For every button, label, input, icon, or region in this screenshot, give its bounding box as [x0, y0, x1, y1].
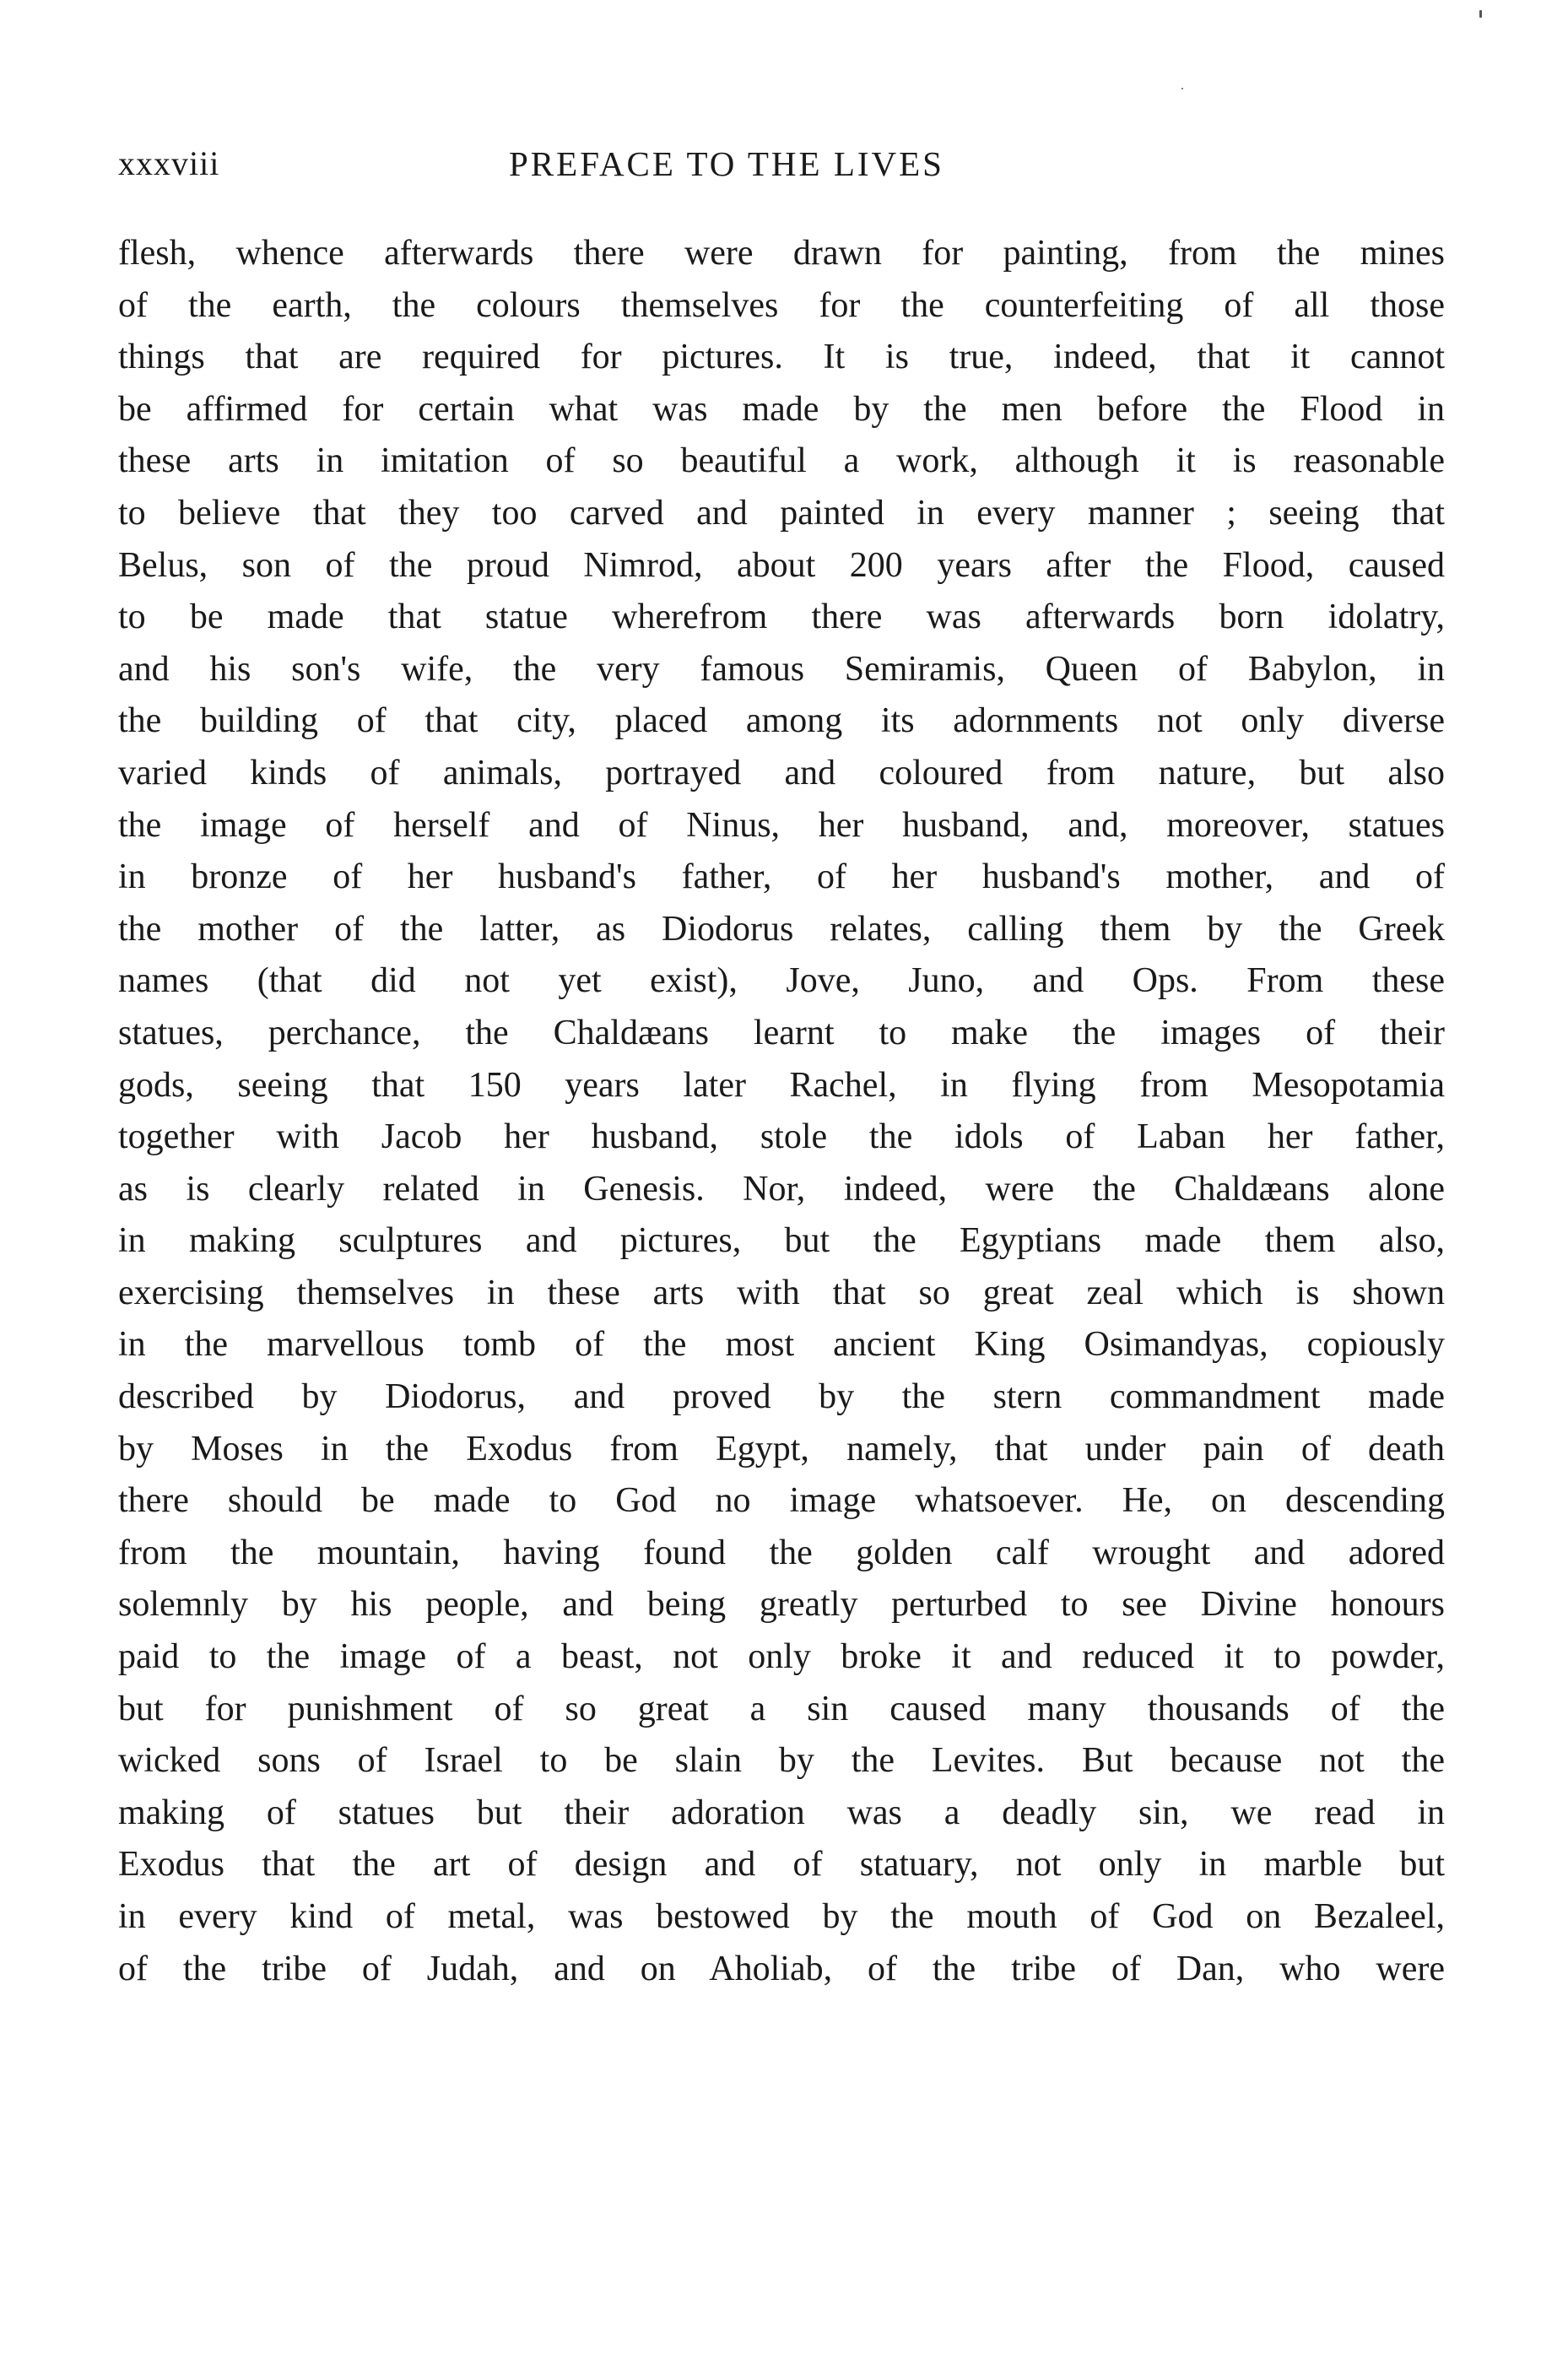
text-line: described by Diodorus, and proved by the stern commandment made [118, 1377, 1445, 1417]
text-line: wicked sons of Israel to be slain by the Levites. But because not the [118, 1741, 1445, 1781]
text-line: in every kind of metal, was bestowed by the mouth of God on Bezaleel, [118, 1897, 1445, 1936]
text-line: by Moses in the Exodus from Egypt, namely, that under pain of death [118, 1429, 1445, 1468]
text-line: the mother of the latter, as Diodorus relates, calling them by the Greek [118, 909, 1445, 949]
text-line: from the mountain, having found the golden calf wrought and adored [118, 1533, 1445, 1572]
text-line: exercising themselves in these arts with that so great zeal which is shown [118, 1273, 1445, 1312]
text-line: these arts in imitation of so beautiful a work, although it is reasonable [118, 441, 1445, 481]
text-line: varied kinds of animals, portrayed and coloured from nature, but also [118, 753, 1445, 792]
text-line: making of statues but their adoration was a deadly sin, we read in [118, 1793, 1445, 1832]
scan-speck [1181, 88, 1183, 89]
scan-speck [1479, 10, 1482, 18]
body-text [118, 228, 1445, 1995]
text-line: in bronze of her husband's father, of her husband's mother, and of [118, 857, 1445, 897]
text-line: the building of that city, placed among its adornments not only diverse [118, 701, 1445, 741]
text-line: and his son's wife, the very famous Semiramis, Queen of Babylon, in [118, 649, 1445, 689]
text-line: as is clearly related in Genesis. Nor, indeed, were the Chaldæans alone [118, 1169, 1445, 1209]
text-line: in the marvellous tomb of the most ancient King Osimandyas, copiously [118, 1325, 1445, 1365]
text-line: to be made that statue wherefrom there was afterwards born idolatry, [118, 598, 1445, 637]
text-line: to believe that they too carved and painted in every manner ; seeing that [118, 493, 1445, 533]
text-line: but for punishment of so great a sin caused many thousands of the [118, 1689, 1445, 1728]
text-line: there should be made to God no image whatsoever. He, on descending [118, 1481, 1445, 1521]
text-line: things that are required for pictures. It is true, indeed, that it cannot [118, 338, 1445, 377]
text-line: in making sculptures and pictures, but the Egyptians made them also, [118, 1221, 1445, 1261]
running-head [118, 143, 1443, 194]
text-line: names (that did not yet exist), Jove, Juno, and Ops. From these [118, 961, 1445, 1001]
text-line: statues, perchance, the Chaldæans learnt to make the images of their [118, 1013, 1445, 1052]
text-line: solemnly by his people, and being greatly perturbed to see Divine honours [118, 1585, 1445, 1625]
text-line: of the earth, the colours themselves for the counterfeiting of all those [118, 285, 1445, 325]
text-line: of the tribe of Judah, and on Aholiab, of the tribe of Dan, who were [118, 1949, 1445, 1988]
text-line: together with Jacob her husband, stole the idols of Laban her father, [118, 1117, 1445, 1157]
text-line: the image of herself and of Ninus, her husband, and, moreover, statues [118, 805, 1445, 845]
text-line: gods, seeing that 150 years later Rachel, in flying from Mesopotamia [118, 1065, 1445, 1105]
running-title: PREFACE TO THE LIVES [509, 144, 944, 183]
text-line: Belus, son of the proud Nimrod, about 200 years after the Flood, caused [118, 545, 1445, 585]
text-line: paid to the image of a beast, not only broke it and reduced it to powder, [118, 1637, 1445, 1677]
text-line: flesh, whence afterwards there were drawn for painting, from the mines [118, 234, 1445, 273]
text-line: be affirmed for certain what was made by the men before the Flood in [118, 389, 1445, 429]
page-number: xxxviii [118, 144, 220, 182]
text-line: Exodus that the art of design and of statuary, not only in marble but [118, 1845, 1445, 1885]
